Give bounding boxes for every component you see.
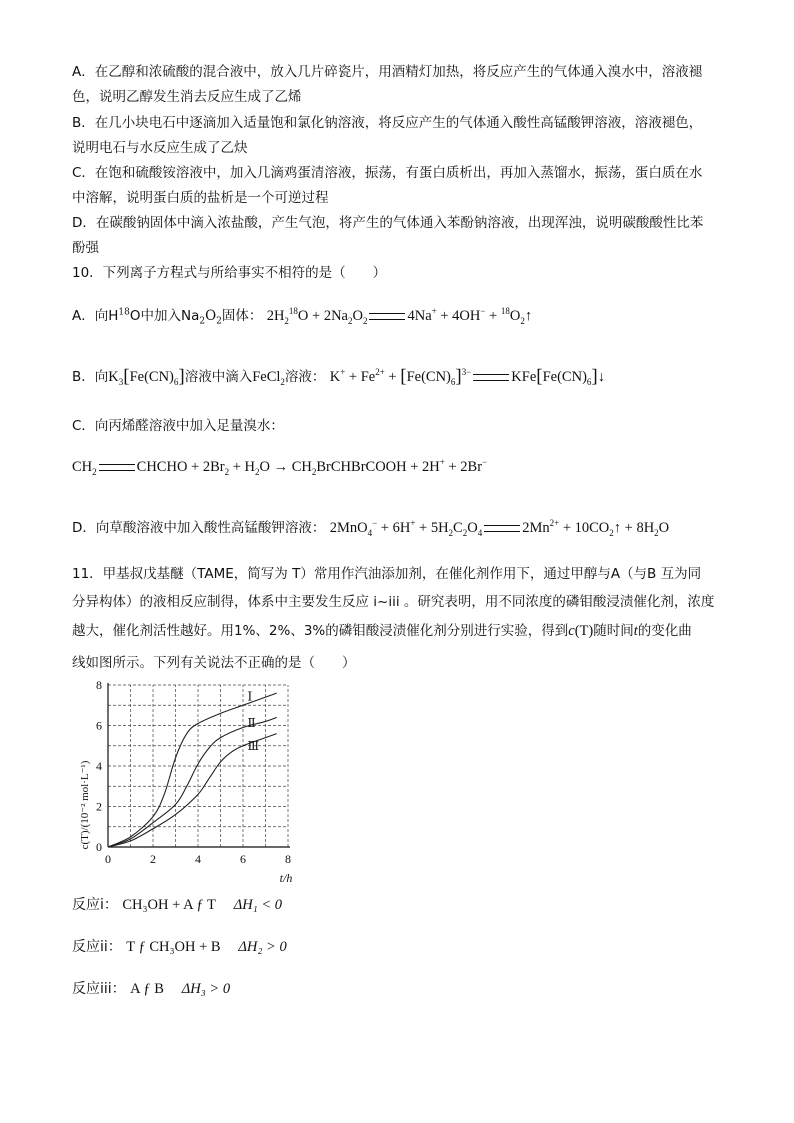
q9-option-c-line2: 中溶解，说明蛋白质的盐析是一个可逆过程 bbox=[72, 190, 329, 206]
ctime-chart bbox=[70, 675, 300, 890]
x-tick-label: 0 bbox=[105, 852, 111, 866]
x-tick-label: 6 bbox=[240, 852, 246, 866]
x-tick-label: 8 bbox=[285, 852, 291, 866]
x-tick-label: 2 bbox=[150, 852, 156, 866]
series-label-2: Ⅱ bbox=[247, 716, 256, 731]
q9-option-a-line2: 色，说明乙醇发生消去反应生成了乙烯 bbox=[72, 89, 302, 105]
x-tick-label: 4 bbox=[195, 852, 201, 866]
q10-option-b: B．向$K_3[Fe(CN)_6]$溶液中滴入FeCl$_2$溶液： $K^+ + Fe^{2+} + [Fe(CN)_6]^{3-}$ $KFe[Fe(CN)_6]↓$ bbox=[72, 366, 605, 387]
q9-option-c-line1: C．在饱和硫酸铵溶液中，加入几滴鸡蛋清溶液，振荡，有蛋白质析出，再加入蒸馏水，振荡，蛋白质在水 bbox=[72, 165, 703, 181]
y-tick-label: 0 bbox=[96, 840, 102, 854]
series-label-3: Ⅲ bbox=[247, 739, 260, 754]
y-tick-label: 6 bbox=[96, 718, 102, 733]
y-tick-label: 4 bbox=[96, 759, 102, 773]
q11-stem-line3: 越大，催化剂活性越好。用1%、2%、3%的磷钼酸浸渍催化剂分别进行实验，得到c(T)随时间t的变化曲 bbox=[72, 623, 692, 639]
q10-option-c-equation: $CH_2$ CHCHO + $2Br_2 + H_2O$ → $CH_2BrCHBrCOOH + 2H^+ + 2Br^-$ bbox=[72, 457, 488, 477]
q10-option-d: D．向草酸溶液中加入酸性高锰酸钾溶液： $2MnO_4^- + 6H^+ + 5H_2C_2O_4$ $2Mn^{2+}$ + $10CO_2↑ + 8H_2O$ bbox=[72, 518, 670, 538]
q9-option-d-line2: 酚强 bbox=[72, 240, 99, 256]
series-line-2 bbox=[108, 717, 277, 847]
chart-series bbox=[108, 689, 277, 847]
y-tick-label: 2 bbox=[96, 799, 102, 814]
reaction-2: 反应ii： T ƒ CH₃OH + B ΔH₂ > 0 bbox=[72, 939, 287, 955]
q9-option-d-line1: D．在碳酸钠固体中滴入浓盐酸，产生气泡，将产生的气体通入苯酚钠溶液，出现浑浊，说明碳酸酸性比苯 bbox=[72, 215, 704, 231]
q9-option-a-line1: A．在乙醇和浓硫酸的混合液中，放入几片碎瓷片，用酒精灯加热，将反应产生的气体通入溴水中，溶液褪 bbox=[72, 64, 703, 80]
reaction-1: 反应i： CH₃OH + A ƒ T ΔH₁ < 0 bbox=[72, 897, 283, 913]
q11-stem-line1: 11．甲基叔戊基醚（TAME，简写为 T）常用作汽油添加剂，在催化剂作用下，通过甲醇与A（与B 互为同 bbox=[72, 566, 702, 582]
chart-grid bbox=[108, 685, 288, 847]
chart-x-axis-label: t/h bbox=[279, 871, 293, 885]
q10-stem: 10．下列离子方程式与所给事实不相符的是（ ） bbox=[72, 265, 387, 281]
chart-y-axis-label: c(T)/(10⁻² mol·L⁻¹) bbox=[79, 760, 91, 850]
q10-option-c: C．向丙烯醛溶液中加入足量溴水： bbox=[72, 418, 284, 434]
y-tick-label: 8 bbox=[96, 678, 102, 692]
q9-option-b-line1: B．在几小块电石中逐滴加入适量饱和氯化钠溶液，将反应产生的气体通入酸性高锰酸钾溶液，溶液褪色， bbox=[72, 115, 703, 131]
series-label-1: Ⅰ bbox=[247, 689, 253, 704]
q9-option-b-line2: 说明电石与水反应生成了乙炔 bbox=[72, 140, 248, 156]
q10-option-a: A．向$H^{18}O$中加入$Na_2O_2$固体： $2H_2^{18}O + 2Na_2O_2$ $4Na^+ + 4OH^- + ^{18}O_2↑$ bbox=[72, 306, 533, 327]
chart-axes bbox=[108, 683, 290, 847]
reaction-3: 反应iii： A ƒ B ΔH₃ > 0 bbox=[72, 981, 231, 997]
q11-stem-line4: 线如图所示。下列有关说法不正确的是（ ） bbox=[72, 655, 356, 671]
q11-stem-line2: 分异构体）的液相反应制得，体系中主要发生反应 i~iii 。研究表明，用不同浓度的磷钼酸浸渍催化剂，浓度 bbox=[72, 594, 715, 610]
